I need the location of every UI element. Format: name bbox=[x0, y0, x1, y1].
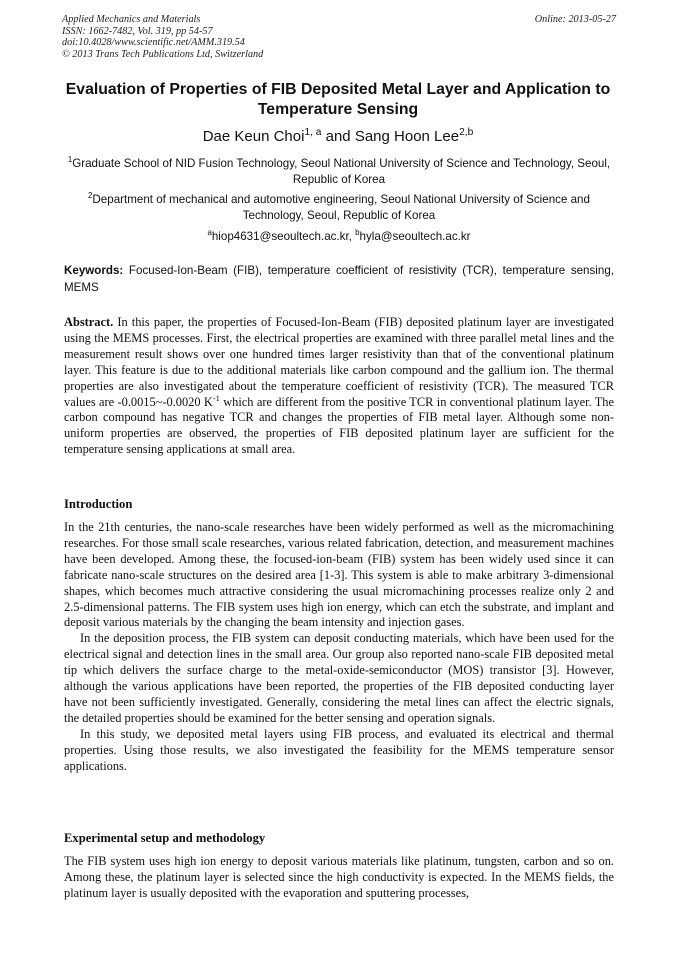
author-name: Sang Hoon Lee bbox=[354, 128, 460, 145]
abstract bbox=[64, 315, 614, 458]
paragraph: In this study, we deposited metal layers using FIB process, and evaluated its electrical and thermal properties. Using those results, we also investigated the feasibility for the MEMS temperature sensor applications. bbox=[64, 726, 614, 773]
affiliation-2 bbox=[64, 192, 614, 224]
author-emails bbox=[64, 229, 614, 245]
keywords bbox=[64, 262, 614, 296]
abstract-text-continued: which are different from the positive TCR in conventional platinum layer. The carbon compound has negative TCR and changes the properties of FIB metal layer. Although some non-uniform properties are observed, the properties of FIB deposited platinum layer are sufficient for the temperature sensing applications at small area. bbox=[64, 394, 615, 457]
journal-header bbox=[62, 14, 442, 60]
introduction-body bbox=[64, 520, 614, 775]
paragraph: The FIB system uses high ion energy to deposit various materials like platinum, tungsten, carbon and so on. Among these, the platinum layer is selected since the high conductivity is expected. In the MEMS fields, the platinum layer is usually deposited with the evaporation and sputtering processes, bbox=[64, 854, 614, 900]
author-affiliation-mark: 2,b bbox=[459, 127, 474, 138]
email-link[interactable]: hyla@seoultech.ac.kr bbox=[359, 230, 471, 243]
abstract-label: Abstract. bbox=[64, 315, 114, 329]
experimental-body bbox=[64, 854, 614, 902]
affiliation-text: Department of mechanical and automotive engineering, Seoul National University of Science and Technology, Seoul, Republic of Korea bbox=[92, 193, 590, 222]
journal-doi[interactable]: doi:10.4028/www.scientific.net/AMM.319.54 bbox=[62, 37, 245, 49]
unit-exponent: -1 bbox=[212, 392, 220, 403]
email-mark: b bbox=[355, 228, 360, 238]
affiliation-text: Graduate School of NID Fusion Technology, Seoul National University of Science and Technology, Seoul, Republic of Korea bbox=[72, 157, 611, 186]
author-line bbox=[60, 127, 616, 146]
keywords-text: Focused-Ion-Beam (FIB), temperature coefficient of resistivity (TCR), temperature sensing, MEMS bbox=[64, 264, 614, 294]
email-mark: a bbox=[207, 228, 212, 238]
author-affiliation-mark: 1, a bbox=[304, 127, 322, 138]
paper-title: Evaluation of Properties of FIB Deposited Metal Layer and Application to Temperature Sensing bbox=[65, 81, 611, 118]
abstract-text: In this paper, the properties of Focused-Ion-Beam (FIB) deposited platinum layer are investigated using the MEMS processes. First, the electrical properties are examined with three parallel metal lines and the measurement result shows over one hundred times larger resistivity than that of the conventional platinum layer. This feature is due to the additional materials like carbon compound and the gallium ion. The thermal properties are also investigated about the temperature coefficient of resistivity (TCR). The measured TCR values are -0.0015~-0.0020 K bbox=[64, 315, 614, 409]
keywords-label: Keywords: bbox=[64, 264, 124, 277]
section-heading-experimental: Experimental setup and methodology bbox=[64, 831, 266, 845]
journal-copyright: © 2013 Trans Tech Publications Ltd, Switzerland bbox=[62, 48, 264, 60]
paragraph: In the 21th centuries, the nano-scale researches have been widely performed as well as the micromachining researches. For those small scale researches, various related fabrication, detection, and measurement machines have been developed. Among these, the focused-ion-beam (FIB) system has been widely used since it can fabricate nano-scale structures on the desired area [1-3]. This system is able to make arbitrary 3-dimensional shapes, which becomes much attractive considering the usual micromachining processes realize only 2 and 2.5-dimensional patterns. The FIB system uses high ion energy, which can etch the substrate, and implant and deposit various materials by the changing the beam intensity and injection gases. bbox=[64, 520, 614, 630]
journal-issn: ISSN: 1662-7482, Vol. 319, pp 54-57 bbox=[62, 25, 213, 37]
affiliation-mark: 2 bbox=[88, 191, 93, 201]
paragraph: In the deposition process, the FIB system can deposit conducting materials, which have been used for the electrical signal and detection lines in the small area. Our group also reported nano-scale FIB deposited metal tip which delivers the surface charge to the metal-oxide-semiconductor (MOS) transistor [3]. However, although the various applications have been reported, the properties of the FIB deposited conducting layer have not been sufficiently investigated. Generally, considering the metal lines can affect the electric signals, the detailed properties should be examined for the better sensing and operation signals. bbox=[64, 631, 614, 725]
author-name: Dae Keun Choi bbox=[202, 128, 305, 145]
email-link[interactable]: hiop4631@seoultech.ac.kr, bbox=[211, 230, 356, 243]
online-date: Online: 2013-05-27 bbox=[534, 14, 616, 25]
affiliation-mark: 1 bbox=[67, 155, 73, 165]
affiliation-1 bbox=[64, 156, 614, 188]
section-heading-introduction: Introduction bbox=[64, 497, 133, 511]
journal-name: Applied Mechanics and Materials bbox=[62, 14, 201, 25]
author-connector: and bbox=[321, 128, 355, 145]
